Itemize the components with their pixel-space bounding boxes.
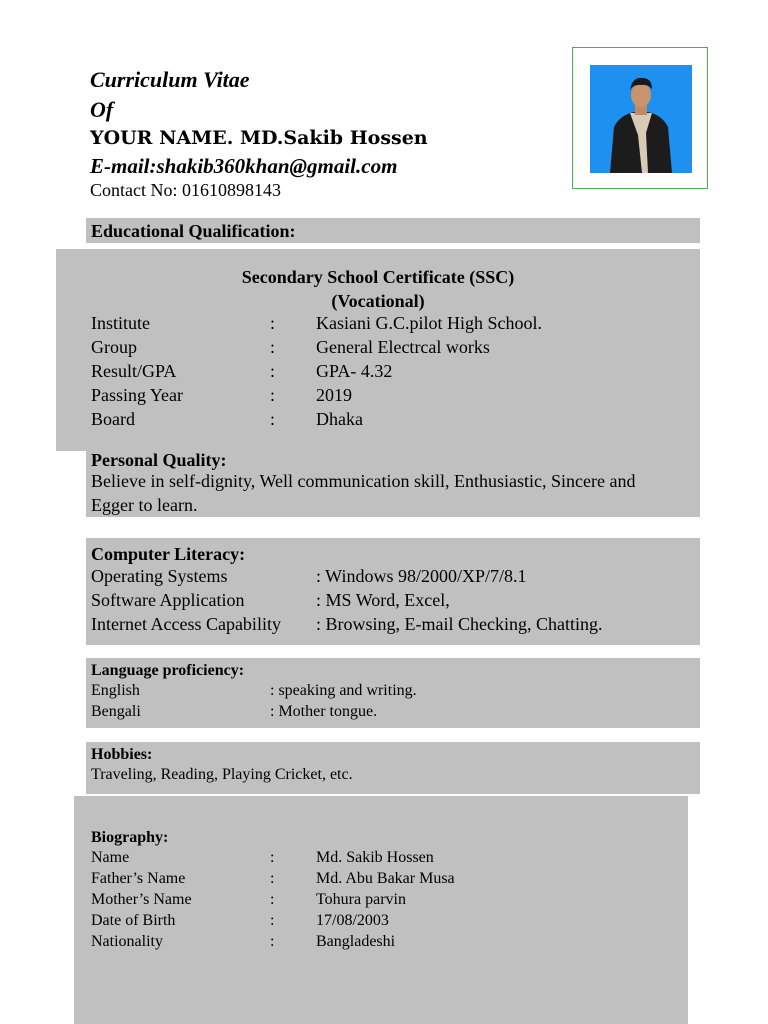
contact-number: Contact No: 01610898143 xyxy=(90,180,281,200)
personal-quality-title: Personal Quality: xyxy=(91,450,227,470)
exam-name: Secondary School Certificate (SSC) xyxy=(241,267,515,287)
cv-title: Curriculum Vitae xyxy=(90,67,250,92)
biography-title: Biography: xyxy=(91,829,169,846)
email-address: E-mail:shakib360khan@gmail.com xyxy=(90,154,398,178)
hobbies-title: Hobbies: xyxy=(91,746,153,763)
cv-title-of: Of xyxy=(90,97,114,122)
personal-quality-line2: Egger to learn. xyxy=(91,495,198,515)
computer-literacy-title: Computer Literacy: xyxy=(91,544,246,564)
profile-photo xyxy=(590,65,692,173)
language-title: Language proficiency: xyxy=(91,662,245,679)
hobbies-text: Traveling, Reading, Playing Cricket, etc. xyxy=(91,766,353,783)
candidate-name: YOUR NAME. MD.Sakib Hossen xyxy=(90,127,428,149)
personal-quality-line1: Believe in self-dignity, Well communication skill, Enthusiastic, Sincere and xyxy=(91,471,636,491)
education-section-title: Educational Qualification: xyxy=(91,221,296,241)
exam-subtitle: (Vocational) xyxy=(331,291,425,311)
person-photo-icon xyxy=(590,65,692,173)
